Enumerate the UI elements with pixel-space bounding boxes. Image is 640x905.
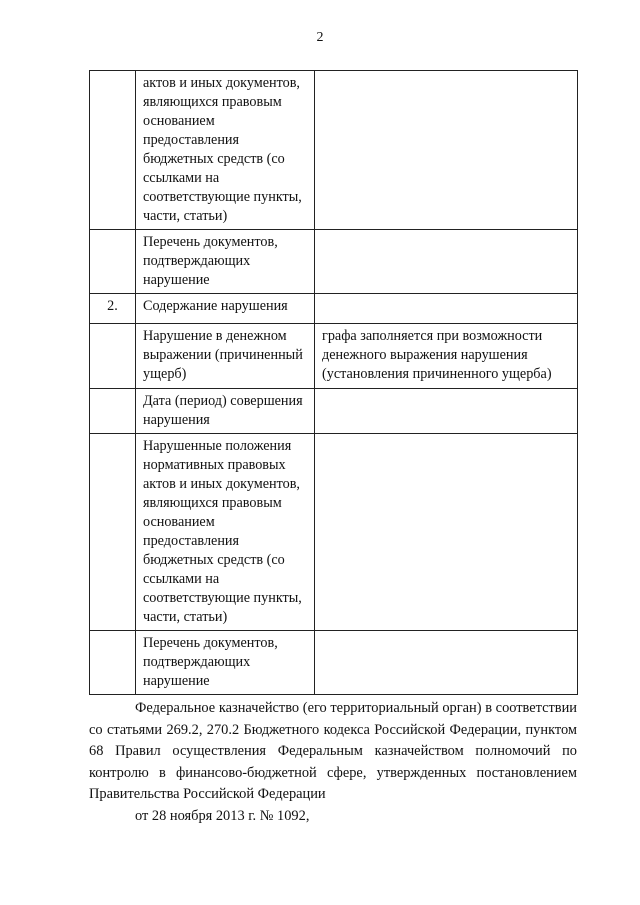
page-number: 2 (316, 30, 324, 45)
row-value (315, 434, 578, 631)
row-number (90, 230, 136, 294)
row-number (90, 434, 136, 631)
row-number (90, 324, 136, 389)
row-number: 2. (90, 294, 136, 324)
row-label: актов и иных документов, являющихся правовым основанием предоставления бюджетных средств (со ссылками на соответствующие пункты, части, статьи) (136, 71, 315, 230)
row-label: Нарушение в денежном выражении (причиненный ущерб) (136, 324, 315, 389)
table-row (90, 631, 578, 695)
body-paragraph (89, 698, 577, 827)
table-row (90, 294, 578, 324)
row-value (315, 230, 578, 294)
row-value (315, 294, 578, 324)
table-row (90, 230, 578, 294)
paragraph-text: Федеральное казначейство (его территориальный орган) в соответствии со статьями 269.2, 270.2 Бюджетного кодекса Российской Федерации, пунктом 68 Правил осуществления Федеральным казначейством полномочий по контролю в финансово-бюджетной сфере, утвержденных постановлением Правительства Российской Федерации (89, 700, 577, 802)
table-row (90, 389, 578, 434)
table-row (90, 324, 578, 389)
row-label: Нарушенные положения нормативных правовых актов и иных документов, являющихся правовым основанием предоставления бюджетных средств (со ссылками на соответствующие пункты, части, статьи) (136, 434, 315, 631)
violation-table (89, 70, 578, 695)
row-number (90, 631, 136, 695)
table-row (90, 434, 578, 631)
row-label: Перечень документов, подтверждающих нарушение (136, 631, 315, 695)
row-value (315, 389, 578, 434)
row-label: Перечень документов, подтверждающих нарушение (136, 230, 315, 294)
row-label: Дата (период) совершения нарушения (136, 389, 315, 434)
paragraph-last-line: от 28 ноября 2013 г. № 1092, (135, 807, 310, 824)
table-row (90, 71, 578, 230)
row-value (315, 631, 578, 695)
row-value: графа заполняется при возможности денежного выражения нарушения (установления причиненного ущерба) (315, 324, 578, 389)
row-number (90, 71, 136, 230)
row-value (315, 71, 578, 230)
row-number (90, 389, 136, 434)
row-label: Содержание нарушения (136, 294, 315, 324)
